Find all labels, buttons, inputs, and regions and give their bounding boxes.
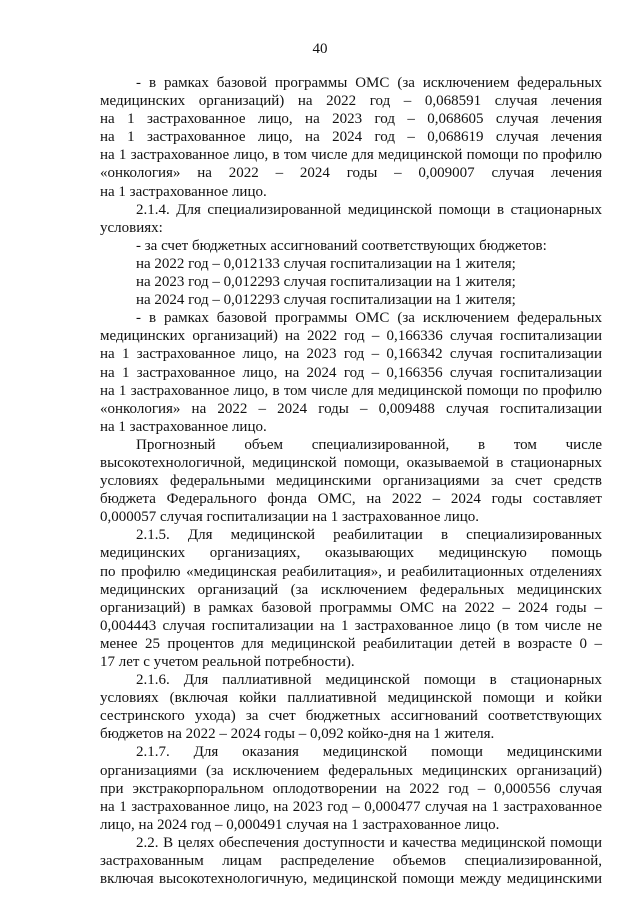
text-line: организациями (за исключением федеральных медицинских организаций) (100, 762, 602, 779)
text-line: высокотехнологичной, медицинской помощи, оказываемой в стационарных (100, 454, 602, 471)
text-line: «онкология» на 2022 – 2024 годы – 0,009007 случая лечения (100, 165, 602, 182)
text-line: на 1 застрахованное лицо. (100, 418, 267, 435)
text-line: бюджета Федерального фонда ОМС, на 2022 – 2024 годы составляет (100, 491, 602, 508)
text-line: на 1 застрахованное лицо, на 2024 год – 0,068619 случая лечения (100, 129, 602, 146)
text-line: медицинских организаций (за исключением федеральных медицинских (100, 581, 602, 598)
text-line: 2.1.7. Для оказания медицинской помощи медицинскими (136, 744, 602, 761)
text-line: 0,004443 случая госпитализации на 1 застрахованное лицо (в том числе не (100, 617, 602, 634)
text-line: - в рамках базовой программы ОМС (за исключением федеральных (136, 310, 602, 327)
text-line: на 1 застрахованное лицо, на 2023 год – 0,068605 случая лечения (100, 111, 602, 128)
text-line: медицинских организаций) на 2022 год – 0,166336 случая госпитализации (100, 328, 602, 345)
text-line: на 1 застрахованное лицо, на 2023 год – 0,000477 случая на 1 застрахованное (100, 798, 602, 815)
text-line: организаций) в рамках базовой программы ОМС на 2022 – 2024 годы – (100, 599, 602, 616)
document-body (100, 74, 602, 888)
text-line: 0,000057 случая госпитализации на 1 застрахованное лицо. (100, 509, 480, 526)
text-line: на 1 застрахованное лицо, на 2023 год – 0,166342 случая госпитализации (100, 346, 602, 363)
text-line: включая высокотехнологичную, медицинской помощи между медицинскими (100, 871, 602, 888)
text-line: на 1 застрахованное лицо, на 2024 год – 0,166356 случая госпитализации (100, 364, 602, 381)
text-line: условиях: (100, 219, 163, 236)
text-line: на 2024 год – 0,012293 случая госпитализации на 1 жителя; (136, 292, 516, 309)
text-line: медицинских организациях, оказывающих медицинскую помощь (100, 545, 602, 562)
text-line: 2.1.5. Для медицинской реабилитации в специализированных (136, 527, 602, 544)
text-line: Прогнозный объем специализированной, в том числе (136, 436, 602, 453)
text-line: на 2022 год – 0,012133 случая госпитализации на 1 жителя; (136, 255, 516, 272)
text-line: условиях федеральными медицинскими организациями за счет средств (100, 473, 602, 490)
page-number: 40 (312, 41, 328, 57)
text-line: 17 лет с учетом реальной потребности). (100, 654, 355, 670)
text-line: 2.2. В целях обеспечения доступности и качества медицинской помощи (136, 834, 602, 851)
text-line: 2.1.6. Для паллиативной медицинской помощи в стационарных (136, 672, 602, 689)
text-line: на 1 застрахованное лицо. (100, 183, 267, 200)
text-line: на 2023 год – 0,012293 случая госпитализации на 1 жителя; (136, 274, 516, 291)
text-line: лицо, на 2024 год – 0,000491 случая на 1 застрахованное лицо. (100, 816, 500, 833)
text-line: менее 25 процентов для медицинской реабилитации детей в возрасте 0 – (100, 635, 602, 652)
text-line: на 1 застрахованное лицо, в том числе для медицинской помощи по профилю (100, 147, 602, 164)
text-line: при экстракорпоральном оплодотворении на 2022 год – 0,000556 случая (100, 780, 602, 797)
text-line: медицинских организаций) на 2022 год – 0,068591 случая лечения (100, 93, 602, 110)
text-line: «онкология» на 2022 – 2024 годы – 0,009488 случая госпитализации (100, 400, 602, 417)
text-line: сестринского ухода) за счет бюджетных ассигнований соответствующих (100, 708, 602, 725)
text-line: 2.1.4. Для специализированной медицинской помощи в стационарных (136, 201, 602, 218)
text-line: застрахованным лицам распределение объемов специализированной, (100, 853, 602, 870)
text-line: - в рамках базовой программы ОМС (за исключением федеральных (136, 75, 602, 91)
text-line: условиях (включая койки паллиативной медицинской помощи и койки (100, 690, 602, 707)
text-line: на 1 застрахованное лицо, в том числе для медицинской помощи по профилю (100, 382, 602, 399)
text-line: - за счет бюджетных ассигнований соответствующих бюджетов: (136, 237, 547, 254)
text-line: бюджетов на 2022 – 2024 годы – 0,092 койко-дня на 1 жителя. (100, 726, 495, 743)
text-line: по профилю «медицинская реабилитация», и реабилитационных отделениях (100, 563, 602, 580)
